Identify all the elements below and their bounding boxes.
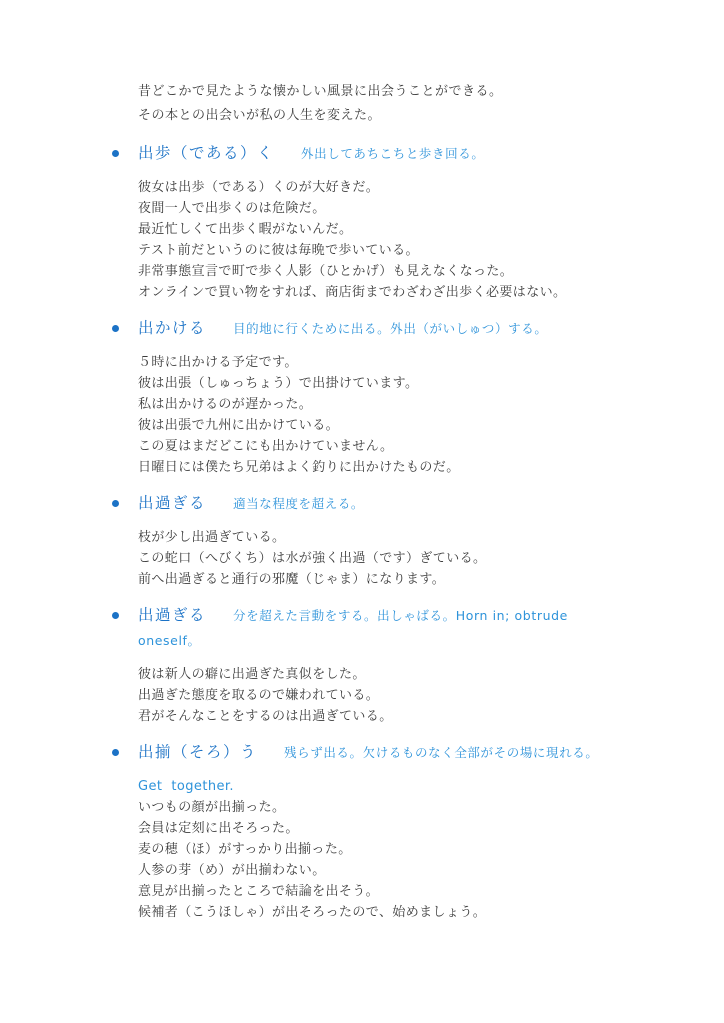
entry-headword: 出歩（である）く xyxy=(138,144,275,162)
example-sentence: 彼は新人の癖に出過ぎた真似をした。 xyxy=(138,667,366,682)
example-sentence: 彼は出張で九州に出かけている。 xyxy=(138,418,340,433)
example-sentence: 日曜日には僕たち兄弟はよく釣りに出かけたものだ。 xyxy=(138,460,460,475)
example-sentence: 前へ出過ぎると通行の邪魔（じゃま）になります。 xyxy=(138,572,446,587)
example-sentence: 枝が少し出過ぎている。 xyxy=(138,530,286,545)
entry-header xyxy=(138,491,628,516)
vocab-entry-desorou xyxy=(138,740,628,923)
example-sentence: 君がそんなことをするのは出過ぎている。 xyxy=(138,709,393,724)
example-sentence: 非常事態宣言で町で歩く人影（ひとかげ）も見えなくなった。 xyxy=(138,264,514,279)
entry-headword: 出過ぎる xyxy=(138,494,207,512)
entry-header xyxy=(138,141,628,166)
example-sentence: いつもの顔が出揃った。 xyxy=(138,800,286,815)
intro-line: 昔どこかで見たような懐かしい風景に出会うことができる。 xyxy=(138,84,503,99)
example-sentence: テスト前だというのに彼は毎晩で歩いている。 xyxy=(138,243,419,258)
entry-definition-english: Get together. xyxy=(138,779,234,794)
vocab-entry-dekakeru xyxy=(138,316,628,478)
example-sentence: 彼女は出歩（である）くのが大好きだ。 xyxy=(138,180,380,195)
entry-definition: 残らず出る。欠けるものなく全部がその場に現れる。 xyxy=(284,745,599,760)
bullet-icon xyxy=(112,612,119,619)
bullet-icon xyxy=(112,500,119,507)
example-sentence: 麦の穂（ほ）がすっかり出揃った。 xyxy=(138,842,352,857)
example-sentence: 最近忙しくて出歩く暇がないんだ。 xyxy=(138,222,353,237)
example-sentence: 会員は定刻に出そろった。 xyxy=(138,821,299,836)
example-sentences xyxy=(138,177,628,303)
example-sentence: ５時に出かける予定です。 xyxy=(138,355,298,370)
intro-line: その本との出会いが私の人生を変えた。 xyxy=(138,108,382,123)
example-sentence: 夜間一人で出歩くのは危険だ。 xyxy=(138,201,326,216)
example-sentences xyxy=(138,527,628,590)
entry-definition: 分を超えた言動をする。出しゃばる。Horn in; obtrude oneself。 xyxy=(138,608,568,648)
entry-headword: 出揃（そろ）う xyxy=(138,743,258,761)
entry-headword: 出かける xyxy=(138,319,207,337)
example-sentence: 意見が出揃ったところで結論を出そう。 xyxy=(138,884,380,899)
example-sentence: 出過ぎた態度を取るので嫌われている。 xyxy=(138,688,380,703)
intro-paragraph xyxy=(138,80,628,128)
vocab-entry-dearuku xyxy=(138,141,628,303)
example-sentences xyxy=(138,797,628,923)
vocab-entry-desugiru-2 xyxy=(138,603,628,727)
example-sentence: 人参の芽（め）が出揃わない。 xyxy=(138,863,326,878)
entry-header xyxy=(138,603,628,653)
entry-definition: 適当な程度を超える。 xyxy=(233,496,365,511)
example-sentence: 私は出かけるのが遅かった。 xyxy=(138,397,313,412)
entry-header xyxy=(138,740,628,765)
vocab-entry-desugiru-1 xyxy=(138,491,628,590)
entry-headword: 出過ぎる xyxy=(138,606,207,624)
example-sentence: オンラインで買い物をすれば、商店街までわざわざ出歩く必要はない。 xyxy=(138,285,567,300)
example-sentences xyxy=(138,664,628,727)
bullet-icon xyxy=(112,749,119,756)
entry-definition: 目的地に行くために出る。外出（がいしゅつ）する。 xyxy=(233,321,548,336)
example-sentence: 候補者（こうほしゃ）が出そろったので、始めましょう。 xyxy=(138,905,487,920)
example-sentences xyxy=(138,352,628,478)
example-sentence: この夏はまだどこにも出かけていません。 xyxy=(138,439,394,454)
entry-header xyxy=(138,316,628,341)
bullet-icon xyxy=(112,150,119,157)
entry-definition: 外出してあちこちと歩き回る。 xyxy=(301,146,485,161)
example-sentence: この蛇口（へびくち）は水が強く出過（です）ぎている。 xyxy=(138,551,487,566)
example-sentence: 彼は出張（しゅっちょう）で出掛けています。 xyxy=(138,376,419,391)
bullet-icon xyxy=(112,325,119,332)
